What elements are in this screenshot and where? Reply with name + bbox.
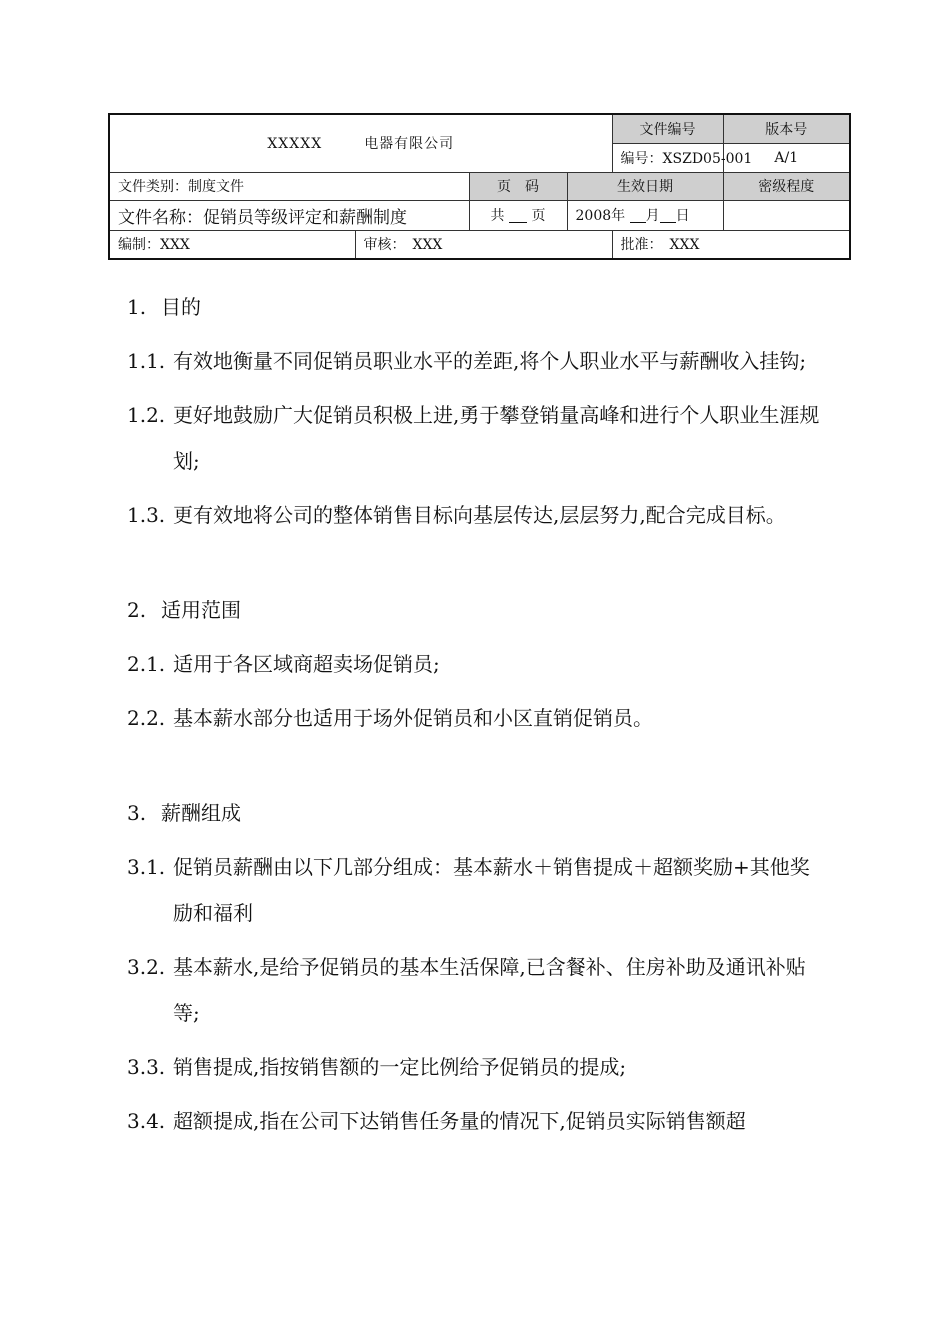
item-text: 销售提成,指按销售额的一定比例给予促销员的提成; [173,1055,627,1079]
secrecy-label: 密级程度 [723,172,850,200]
item-number: 2.2. [127,706,166,730]
list-item [127,1098,827,1144]
section-title: 薪酬组成 [161,801,241,825]
doc-number-label: 文件编号 [612,114,723,143]
date-year: 2008年 [575,208,626,224]
item-number: 1.2. [127,403,166,427]
date-day: 日 [675,208,690,224]
approved-by: 批准： XXX [612,230,850,259]
version-value: A/1 [723,143,850,172]
section-number: 3. [127,801,147,825]
page-count [469,200,567,230]
secrecy-value [723,200,850,230]
list-item [127,1044,827,1090]
section-heading [127,284,827,330]
effective-date-label: 生效日期 [567,172,723,200]
page-label: 页 码 [469,172,567,200]
company-name: 电器有限公司 [364,136,455,153]
doc-name: 文件名称：促销员等级评定和薪酬制度 [109,200,469,230]
list-item [127,695,827,741]
list-item [127,641,827,687]
pages-blank [509,208,527,223]
section-number: 2. [127,598,147,622]
pages-prefix: 共 [490,208,505,224]
section-heading [127,790,827,836]
document-body [127,284,827,1144]
company-code: XXXXX [267,136,323,153]
day-blank [660,208,676,223]
list-item [127,492,827,538]
item-text: 基本薪水部分也适用于场外促销员和小区直销促销员。 [173,706,653,730]
item-number: 3.3. [127,1055,166,1079]
item-number: 1.1. [127,349,166,373]
item-text: 更有效地将公司的整体销售目标向基层传达,层层努力,配合完成目标。 [173,503,786,527]
item-text: 有效地衡量不同促销员职业水平的差距,将个人职业水平与薪酬收入挂钩; [173,349,807,373]
list-item [127,392,827,484]
doc-number-value: 编号：XSZD05-001 [612,143,723,172]
section-title: 目的 [161,295,201,319]
compiled-by: 编制：XXX [109,230,355,259]
reviewed-by: 审核： XXX [355,230,612,259]
list-item [127,844,827,936]
item-number: 2.1. [127,652,166,676]
item-number: 3.4. [127,1109,166,1133]
section-number: 1. [127,295,147,319]
item-text: 适用于各区域商超卖场促销员; [173,652,440,676]
item-text: 更好地鼓励广大促销员积极上进,勇于攀登销量高峰和进行个人职业生涯规划; [173,403,820,473]
list-item [127,338,827,384]
month-blank [630,208,646,223]
document-header-table [108,113,851,260]
item-text: 超额提成,指在公司下达销售任务量的情况下,促销员实际销售额超 [173,1109,746,1133]
list-item [127,944,827,1036]
item-number: 3.2. [127,955,166,979]
section-title: 适用范围 [161,598,241,622]
item-number: 3.1. [127,855,166,879]
version-label: 版本号 [723,114,850,143]
date-month: 月 [645,208,660,224]
pages-suffix: 页 [531,208,546,224]
section-heading [127,587,827,633]
doc-category: 文件类别：制度文件 [109,172,469,200]
item-text: 促销员薪酬由以下几部分组成：基本薪水＋销售提成＋超额奖励+其他奖励和福利 [173,855,810,925]
item-number: 1.3. [127,503,166,527]
company-title [109,114,612,172]
effective-date [567,200,723,230]
item-text: 基本薪水,是给予促销员的基本生活保障,已含餐补、住房补助及通讯补贴等; [173,955,806,1025]
